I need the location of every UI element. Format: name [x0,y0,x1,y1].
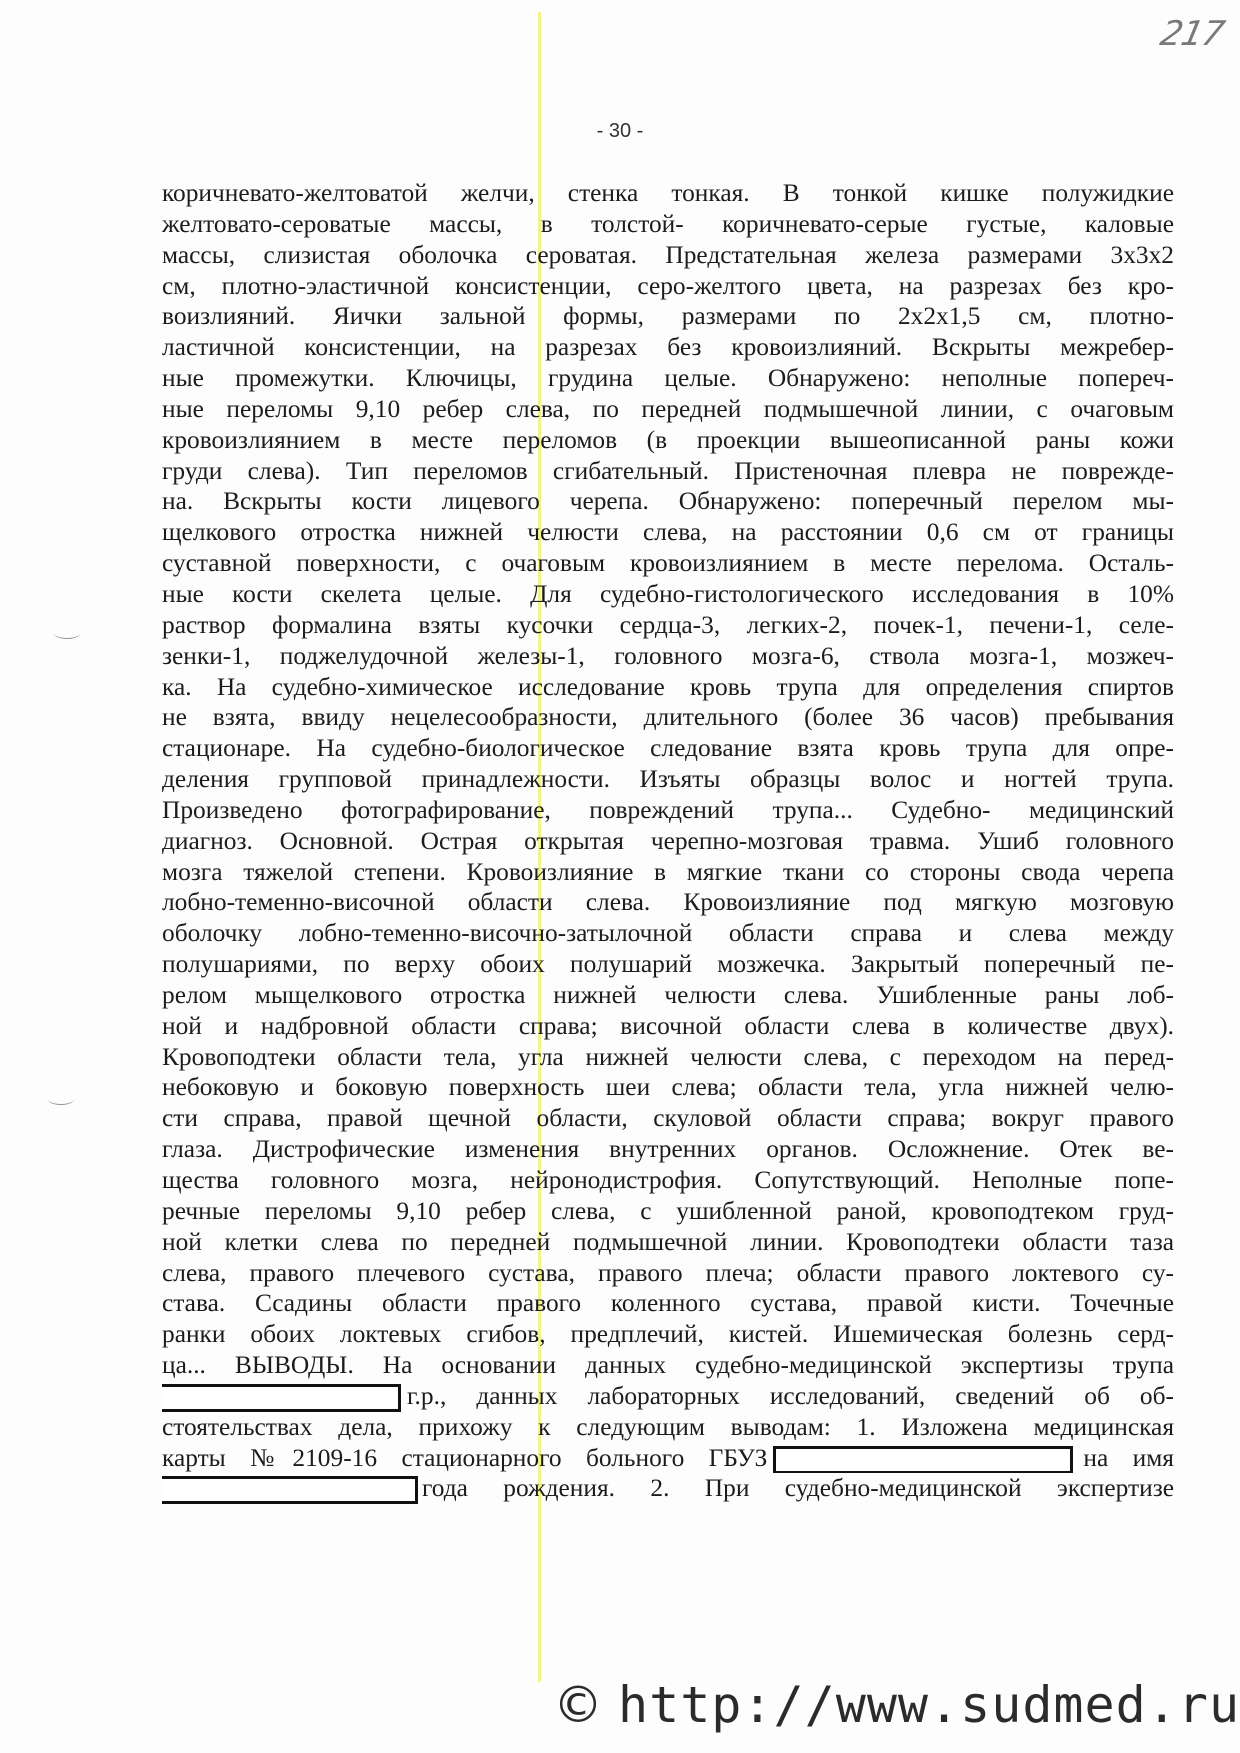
text-line: речные переломы 9,10 ребер слева, с ушибленной раной, кровоподтеком груд- [162,1196,1174,1225]
text-line: см, плотно-эластичной консистенции, серо-желтого цвета, на разрезах без кро- [162,271,1174,300]
text-line: массы, слизистая оболочка сероватая. Предстательная железа размерами 3х3х2 [162,240,1174,269]
text-line: небоковую и боковую поверхность шеи слева; области тела, угла нижней челю- [162,1073,1174,1102]
text-line: глаза. Дистрофические изменения внутренних органов. Осложнение. Отек ве- [162,1135,1174,1164]
document-body [162,178,1174,1504]
text-line: Произведено фотографирование, повреждений трупа... Судебно- медицинский [162,795,1174,824]
text-line-with-redaction [162,1381,1174,1412]
text-line: стоятельствах дела, прихожу к следующим выводам: 1. Изложена медицинская [162,1412,1174,1441]
text-line: щества головного мозга, нейронодистрофия. Сопутствующий. Неполные попе- [162,1166,1174,1194]
copyright-icon: © [553,1676,604,1734]
text-line: зенки-1, поджелудочной железы-1, головного мозга-6, ствола мозга-1, мозжеч- [162,641,1174,670]
text-line: кровоизлиянием в месте переломов (в проекции вышеописанной раны кожи [162,425,1174,454]
text-fragment: г.р., данных лабораторных исследований, сведений об об- [407,1381,1174,1410]
text-line: раствор формалина взяты кусочки сердца-3, легких-2, почек-1, печени-1, селе- [162,610,1174,639]
text-line: ка. На судебно-химическое исследование кровь трупа для определения спиртов [162,672,1174,701]
redaction-box [162,1476,418,1504]
text-line: коричневато-желтоватой желчи, стенка тонкая. В тонкой кишке полужидкие [162,179,1174,207]
text-line: полушариями, по верху обоих полушарий мозжечка. Закрытый поперечный пе- [162,950,1174,979]
text-line: воизлияний. Яички зальной формы, размерами по 2х2х1,5 см, плотно- [162,302,1174,331]
text-line: ластичной консистенции, на разрезах без кровоизлияний. Вскрыты межребер- [162,333,1174,362]
text-line: на. Вскрыты кости лицевого черепа. Обнаружено: поперечный перелом мы- [162,487,1174,516]
text-fragment: карты №2109-16 стационарного больного ГБУЗ [162,1443,768,1472]
text-line: ные кости скелета целые. Для судебно-гистологического исследования в 10% [162,579,1174,608]
text-line: оболочку лобно-теменно-височно-затылочной области справа и слева между [162,919,1174,948]
text-line: слева, правого плечевого сустава, правого плеча; области правого локтевого су- [162,1258,1174,1287]
text-line: ной и надбровной области справа; височной области слева в количестве двух). [162,1011,1174,1040]
text-fragment: на имя [1083,1443,1174,1472]
text-line: ные промежутки. Ключицы, грудина целые. Обнаружено: неполные попереч- [162,364,1174,393]
text-fragment: года рождения. 2. При судебно-медицинской экспертизе [422,1474,1174,1503]
text-line: деления групповой принадлежности. Изъяты образцы волос и ногтей трупа. [162,765,1174,794]
text-line: суставной поверхности, с очаговым кровоизлиянием в месте перелома. Осталь- [162,549,1174,578]
text-line: желтовато-сероватые массы, в толстой- коричневато-серые густые, каловые [162,209,1174,238]
text-line-with-redaction [162,1473,1174,1504]
text-line: груди слева). Тип переломов сгибательный. Пристеночная плевра не поврежде- [162,456,1174,485]
text-line: Кровоподтеки области тела, угла нижней челюсти слева, с переходом на перед- [162,1042,1174,1071]
text-line: стационаре. На судебно-биологическое следование взята кровь трупа для опре- [162,734,1174,763]
redaction-box [162,1384,401,1412]
redaction-box [773,1446,1073,1474]
text-line: диагноз. Основной. Острая открытая черепно-мозговая травма. Ушиб головного [162,826,1174,855]
watermark [553,1676,1240,1734]
text-line-with-redaction [162,1443,1174,1474]
text-line: щелкового отростка нижней челюсти слева, на расстоянии 0,6 см от границы [162,518,1174,547]
text-line: мозга тяжелой степени. Кровоизлияние в мягкие ткани со стороны свода черепа [162,857,1174,886]
binder-hole-mark [54,628,80,639]
text-line: лобно-теменно-височной области слева. Кровоизлияние под мягкую мозговую [162,888,1174,917]
page-number: - 30 - [596,120,644,142]
text-line: релом мыщелкового отростка нижней челюсти слева. Ушибленные раны лоб- [162,980,1174,1009]
text-line: не взята, ввиду нецелесообразности, длительного (более 36 часов) пребывания [162,703,1174,732]
text-line: ца... ВЫВОДЫ. На основании данных судебно-медицинской экспертизы трупа [162,1351,1174,1380]
text-line: ранки обоих локтевых сгибов, предплечий, кистей. Ишемическая болезнь серд- [162,1320,1174,1349]
watermark-url: http://www.sudmed.ru [618,1676,1240,1734]
text-line: ные переломы 9,10 ребер слева, по передней подмышечной линии, с очаговым [162,394,1174,423]
text-line: става. Ссадины области правого коленного сустава, правой кисти. Точечные [162,1289,1174,1318]
text-line: ной клетки слева по передней подмышечной линии. Кровоподтеки области таза [162,1227,1174,1256]
handwritten-page-number: 217 [1156,14,1228,54]
binder-hole-mark [48,1094,74,1105]
text-line: сти справа, правой щечной области, скуловой области справа; вокруг правого [162,1104,1174,1133]
